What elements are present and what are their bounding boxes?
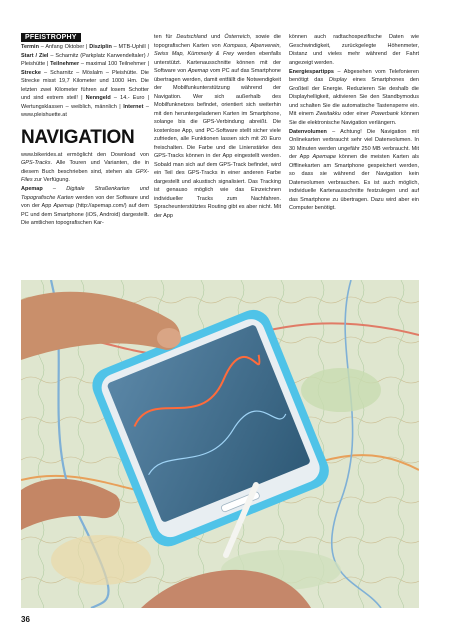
data-volume-paragraph bbox=[289, 128, 419, 213]
text-run: vom PC auf das Smartphone übertragen werden, damit entfällt die Notwendigkeit der Mobilfunkunterstützung während der Navigation. Wer sich außerhalb des Mobilfunknetzes befindet, orientiert sich weiterhin mit den heruntergeladenen Karten im Smartphone, solange bis die GPS-Verbindung abreißt. Die kostenlose App, und PC-Software stellt sicher viele zufrieden, alle Funktionen lassen sich mit 20 Euro freischalten. Die Farbe und die Linienstärke des GPS-Tracks können in der App eingestellt werden. Sobald man sich auf dem GPS-Track befindet, wird ein Teil des GPS-Tracks in einer anderen Farbe dargestellt und akustisch signalisiert. Das Tracking ist genauso möglich wie das Einzeichnen individueller Tracks zum Nachfahren. Spracheunterstütztes Routing gibt es aber nicht. Mit der App bbox=[154, 68, 281, 219]
text-run: Datenvolumen bbox=[289, 128, 327, 135]
text-run: – Anfang Oktober | bbox=[38, 44, 90, 50]
section-tag: PFEISTROPHY bbox=[21, 33, 81, 42]
text-run: Apemap bbox=[21, 186, 43, 192]
text-run: Deutschland bbox=[176, 34, 207, 40]
text-run: Start / Ziel bbox=[21, 52, 49, 59]
text-column-3 bbox=[289, 33, 419, 213]
apemap-paragraph bbox=[154, 33, 281, 220]
text-run: und bbox=[206, 34, 225, 40]
text-run: Nenngeld bbox=[85, 95, 111, 101]
text-run: können die meisten Karten als Offlinekarten am Smartphone gespeichert werden, so dass sie während der Navigation kein Datenvolumen verbrauchen. Es ist auch möglich, individuelle Kartenausschnitte festzulegen und auf das Smartphone zu übertragen. Dazu wird aber ein Computer benötigt. bbox=[289, 154, 419, 211]
text-run: – MTB-Uphill | bbox=[111, 44, 149, 50]
text-run: www.bikerides.at ermöglicht den Download von bbox=[21, 151, 149, 158]
text-run: Apemap bbox=[53, 203, 74, 209]
map-smartphone-photo bbox=[21, 280, 419, 608]
nav-paragraph-1 bbox=[21, 151, 149, 185]
text-column-2 bbox=[154, 33, 281, 221]
text-run: . Alle Touren und Varianten, die in diesem Buch beschrieben sind, stehen als bbox=[21, 160, 149, 175]
text-run: – www.pleishuette.at bbox=[21, 103, 149, 118]
text-run: Zweitakku bbox=[316, 111, 341, 117]
text-run: Internet bbox=[123, 103, 144, 110]
text-run: (http://apemap.com/) auf dem PC und dem Smartphone (iOS, Android) dargestellt. Die amtlichen topografischen Kar- bbox=[21, 203, 149, 226]
text-run: werden von der Software und von der App bbox=[21, 194, 149, 209]
text-run: zur Verfügung. bbox=[32, 177, 70, 183]
text-run: – Achtung! Die Navigation mit Onlinekarten verbraucht sehr viel Datenvolumen. In 30 Minuten werden ungefähr 250 MB verbraucht. Mit der App bbox=[289, 128, 419, 160]
text-run: Powerbank bbox=[371, 111, 399, 117]
text-run: – bbox=[42, 186, 67, 192]
text-run: – Abgesehen vom Telefonieren benötigt das bbox=[289, 68, 419, 83]
text-run: Digitale Straßenkarten und Topografische Karten bbox=[21, 186, 149, 201]
text-run: – maximal 100 Teilnehmer | bbox=[79, 61, 149, 67]
text-run: Österreich bbox=[224, 34, 250, 40]
text-run: können auch radtachospezifische Daten wie Geschwindigkeit, zurückgelegte Höhenmeter, Distanz und vieles mehr während der Fahrt angezeigt werden. bbox=[289, 34, 419, 66]
text-run: eines Smartphones den Großteil der Energie. Reduzieren Sie deshalb die Displayhelligkeit, aktivieren Sie den Standbymodus und schalten Sie die automatische Tastensperre ein. Mit einem bbox=[289, 77, 419, 117]
event-info bbox=[21, 43, 149, 120]
text-column-1 bbox=[21, 33, 149, 228]
text-run: Display bbox=[328, 77, 347, 83]
text-run: GPX-Files bbox=[21, 168, 149, 183]
text-run: Apemap bbox=[187, 68, 209, 74]
text-run: – Scharnitz – Möslalm – Pleishütte. Die Strecke misst 19,7 Kilometer und 1000 Hm. Die letzten zwei Kilometer führen auf losem Schotter und sind extrem steil! | bbox=[21, 69, 149, 101]
text-run: GPS-Tracks bbox=[21, 160, 51, 166]
photo-illustration bbox=[21, 280, 419, 608]
text-run: – Scharnitz (Parkplatz Karwendeltaler) / Pleishütte | bbox=[21, 52, 150, 67]
text-run: – 14.- Euro | Wertungsklassen – weiblich, männlich | bbox=[21, 95, 149, 110]
apemap-continued-paragraph bbox=[289, 33, 419, 67]
text-run: können Sie die elektronische Navigation verlängern. bbox=[289, 111, 420, 126]
page-heading: NAVIGATION bbox=[21, 126, 135, 148]
text-run: oder einer bbox=[340, 111, 372, 117]
text-run: Termin bbox=[21, 44, 39, 50]
text-run: , sowie die topografischen Karten von bbox=[154, 34, 281, 49]
text-run: Teilnehmer bbox=[50, 61, 80, 67]
text-run: Energiespartipps bbox=[289, 68, 334, 75]
nav-paragraph-2 bbox=[21, 185, 149, 228]
text-run: Kompass, Alpenverein, Swiss Map, Kümmerly & Frey bbox=[154, 42, 281, 57]
text-run: werden ebenfalls unterstützt. Kartenausschnitte können mit der Software von bbox=[154, 51, 281, 74]
text-run: Apemape bbox=[312, 154, 337, 160]
page-number: 36 bbox=[21, 615, 30, 624]
energy-tips-paragraph bbox=[289, 68, 419, 128]
text-run: ten für bbox=[154, 34, 177, 40]
text-run: Disziplin bbox=[89, 44, 112, 50]
text-run: Strecke bbox=[21, 69, 41, 76]
